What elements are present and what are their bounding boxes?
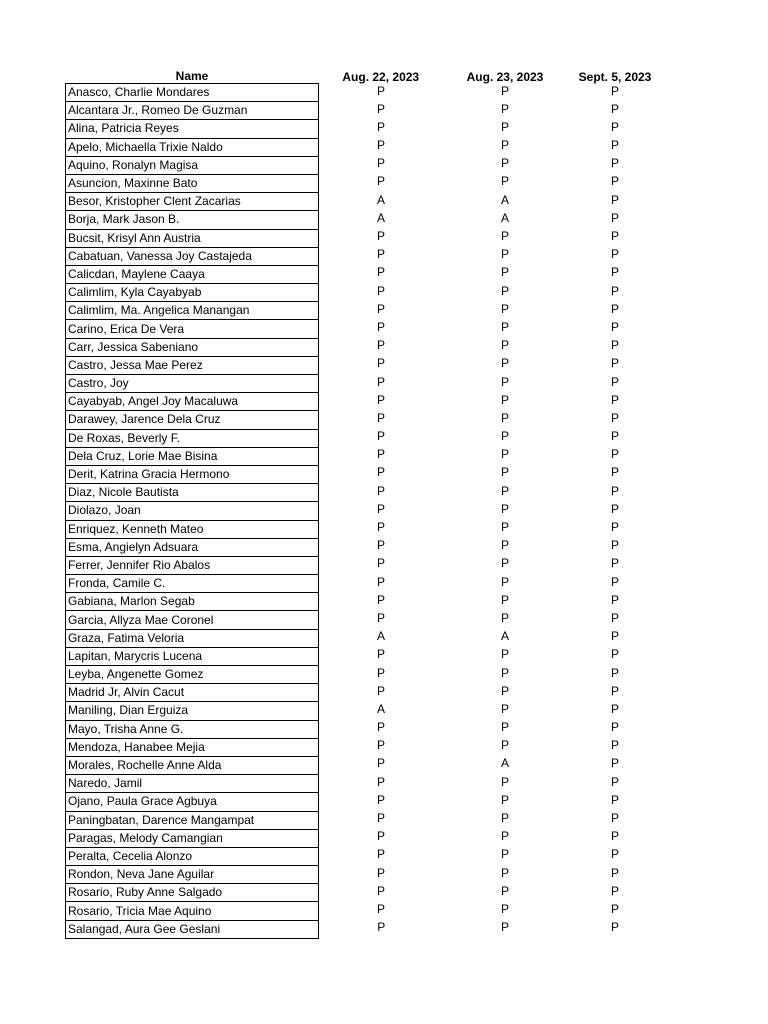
attendance-mark-cell: P (500, 556, 509, 571)
attendance-mark-cell: P (376, 538, 385, 553)
attendance-mark-cell: P (376, 592, 385, 607)
attendance-mark-cell: P (376, 447, 385, 462)
attendance-mark-cell: P (610, 720, 619, 735)
attendance-mark-cell: A (376, 192, 385, 207)
table-row (66, 847, 664, 865)
table-row (66, 411, 664, 429)
attendance-mark-cell: P (376, 374, 385, 389)
table-row (66, 302, 664, 320)
table-row (66, 193, 664, 211)
attendance-mark-cell: P (610, 883, 619, 898)
student-name-cell: Esma, Angielyn Adsuara (66, 538, 319, 556)
student-name-cell: Darawey, Jarence Dela Cruz (66, 411, 319, 429)
attendance-mark-cell: P (376, 720, 385, 735)
attendance-mark-cell: P (500, 465, 509, 480)
table-row (66, 647, 664, 665)
attendance-mark-cell: P (376, 283, 385, 298)
attendance-mark-cell: P (500, 811, 509, 825)
attendance-mark-cell: P (376, 156, 385, 171)
attendance-mark-cell: P (376, 119, 385, 134)
student-name-cell: Calimlim, Ma. Angelica Manangan (66, 302, 319, 320)
attendance-mark-cell: A (500, 210, 509, 225)
attendance-mark-cell: P (610, 119, 619, 134)
attendance-mark-cell: P (500, 610, 509, 625)
attendance-mark-cell: P (376, 865, 385, 880)
attendance-mark-cell: P (610, 756, 619, 771)
table-row (66, 666, 664, 684)
attendance-mark-cell: P (376, 556, 385, 571)
attendance-mark-cell: P (610, 356, 619, 371)
student-name-cell: Calimlim, Kyla Cayabyab (66, 284, 319, 302)
attendance-mark-cell: P (500, 665, 509, 680)
table-row (66, 265, 664, 283)
attendance-mark-cell: P (500, 592, 509, 607)
attendance-mark-cell: P (500, 301, 509, 316)
student-name-cell: Apelo, Michaella Trixie Naldo (66, 138, 319, 156)
student-name-cell: Alina, Patricia Reyes (66, 120, 319, 138)
attendance-mark-cell: P (376, 174, 385, 189)
student-name-cell: Diaz, Nicole Bautista (66, 484, 319, 502)
student-name-cell: Graza, Fatima Veloria (66, 629, 319, 647)
attendance-mark-cell: P (500, 483, 509, 498)
attendance-mark-cell: P (610, 192, 619, 207)
student-name-cell: Enriquez, Kenneth Mateo (66, 520, 319, 538)
attendance-mark-cell: P (376, 338, 385, 353)
student-name-cell: Alcantara Jr., Romeo De Guzman (66, 102, 319, 120)
attendance-mark-cell: A (376, 701, 385, 716)
student-name-cell: Castro, Jessa Mae Perez (66, 356, 319, 374)
attendance-mark-cell: P (610, 483, 619, 498)
attendance-mark-cell: P (610, 556, 619, 571)
table-row (66, 756, 664, 774)
table-row (66, 375, 664, 393)
attendance-body (66, 84, 664, 939)
attendance-mark-cell: P (500, 392, 509, 407)
table-row (66, 247, 664, 265)
attendance-table (65, 66, 664, 939)
table-row (66, 338, 664, 356)
attendance-mark-cell: P (610, 210, 619, 225)
student-name-cell: Salangad, Aura Gee Geslani (66, 920, 319, 938)
student-name-cell: Asuncion, Maxinne Bato (66, 174, 319, 192)
attendance-mark-cell: P (376, 501, 385, 516)
student-name-cell: Morales, Rochelle Anne Alda (66, 756, 319, 774)
attendance-mark-cell: P (500, 647, 509, 662)
attendance-mark-cell: P (376, 683, 385, 698)
attendance-mark-cell: P (610, 811, 619, 825)
student-name-cell: Derit, Katrina Gracia Hermono (66, 465, 319, 483)
table-row (66, 902, 664, 920)
attendance-mark-cell: P (610, 738, 619, 753)
table-row (66, 866, 664, 884)
attendance-mark-cell: P (500, 101, 509, 116)
attendance-mark-cell: P (500, 847, 509, 862)
attendance-mark-cell: P (376, 738, 385, 753)
attendance-mark-cell: P (376, 883, 385, 898)
attendance-mark-cell: P (376, 319, 385, 334)
student-name-cell: Paragas, Melody Camangian (66, 829, 319, 847)
attendance-mark-cell: P (500, 520, 509, 534)
table-row (66, 920, 664, 938)
attendance-mark-cell: P (610, 592, 619, 607)
table-row (66, 538, 664, 556)
table-row (66, 593, 664, 611)
student-name-cell: Anasco, Charlie Mondares (66, 84, 319, 102)
student-name-cell: Fronda, Camile C. (66, 575, 319, 593)
attendance-mark-cell: P (610, 610, 619, 625)
table-row (66, 502, 664, 520)
table-row (66, 102, 664, 120)
table-row (66, 211, 664, 229)
attendance-mark-cell: A (500, 629, 509, 644)
attendance-mark-cell: P (610, 301, 619, 316)
table-row (66, 447, 664, 465)
attendance-mark-cell: P (610, 247, 619, 262)
attendance-mark-cell: P (610, 901, 619, 916)
attendance-mark-cell: P (500, 683, 509, 698)
attendance-mark-cell: P (500, 138, 509, 153)
attendance-mark-cell: P (610, 829, 619, 844)
attendance-mark-cell: P (500, 356, 509, 371)
attendance-mark-cell: P (610, 374, 619, 389)
table-row (66, 138, 664, 156)
student-name-cell: Bucsit, Krisyl Ann Austria (66, 229, 319, 247)
table-row (66, 484, 664, 502)
attendance-mark-cell: P (500, 229, 509, 243)
attendance-mark-cell: P (376, 774, 385, 789)
attendance-mark-cell: P (610, 138, 619, 153)
attendance-mark-cell: A (500, 756, 509, 771)
table-row (66, 884, 664, 902)
attendance-mark-cell: P (610, 229, 619, 243)
student-name-cell: Rosario, Ruby Anne Salgado (66, 884, 319, 902)
attendance-mark-cell: P (500, 774, 509, 789)
attendance-mark-cell: P (500, 720, 509, 735)
attendance-mark-cell: P (500, 738, 509, 753)
attendance-mark-cell: P (500, 156, 509, 171)
student-name-cell: Gabiana, Marlon Segab (66, 593, 319, 611)
attendance-mark-cell: P (610, 392, 619, 407)
attendance-mark-cell: P (376, 265, 385, 280)
student-name-cell: Cabatuan, Vanessa Joy Castajeda (66, 247, 319, 265)
attendance-mark-cell: P (376, 229, 385, 243)
attendance-mark-cell: P (376, 247, 385, 262)
table-row (66, 229, 664, 247)
attendance-mark-cell: P (610, 465, 619, 480)
attendance-mark-cell: P (500, 410, 509, 425)
student-name-cell: Paningbatan, Darence Mangampat (66, 811, 319, 829)
student-name-cell: Aquino, Ronalyn Magisa (66, 156, 319, 174)
attendance-mark-cell: P (376, 465, 385, 480)
student-name-cell: Diolazo, Joan (66, 502, 319, 520)
attendance-mark-cell: P (500, 501, 509, 516)
student-name-cell: Garcia, Allyza Mae Coronel (66, 611, 319, 629)
attendance-mark-cell: P (500, 338, 509, 353)
attendance-mark-cell: P (500, 429, 509, 444)
attendance-mark-cell: P (610, 174, 619, 189)
name-column-header: Name (175, 69, 209, 83)
attendance-mark-cell: P (376, 756, 385, 771)
student-name-cell: Maniling, Dian Erguiza (66, 702, 319, 720)
table-row (66, 793, 664, 811)
attendance-mark-cell: P (500, 319, 509, 334)
attendance-mark-cell: P (500, 119, 509, 134)
attendance-mark-cell: P (500, 701, 509, 716)
header-row (66, 66, 664, 84)
attendance-mark-cell: P (610, 920, 619, 935)
table-row (66, 720, 664, 738)
table-row (66, 629, 664, 647)
attendance-mark-cell: P (500, 829, 509, 844)
attendance-mark-cell: P (376, 647, 385, 662)
attendance-mark-cell: P (610, 520, 619, 534)
attendance-mark-cell: A (376, 210, 385, 225)
table-row (66, 284, 664, 302)
attendance-mark-cell: P (610, 447, 619, 462)
attendance-mark-cell: P (376, 829, 385, 844)
attendance-mark-cell: P (610, 101, 619, 116)
student-name-cell: Besor, Kristopher Clent Zacarias (66, 193, 319, 211)
student-name-cell: Ferrer, Jennifer Rio Abalos (66, 556, 319, 574)
attendance-mark-cell: P (500, 447, 509, 462)
attendance-mark-cell: P (610, 665, 619, 680)
table-row (66, 84, 664, 102)
attendance-mark-cell: P (610, 83, 619, 98)
attendance-mark-cell: P (376, 811, 385, 825)
attendance-mark-cell: P (500, 174, 509, 189)
student-name-cell: Rondon, Neva Jane Aguilar (66, 866, 319, 884)
attendance-mark-cell: P (500, 901, 509, 916)
student-name-cell: Leyba, Angenette Gomez (66, 666, 319, 684)
student-name-cell: Lapitan, Marycris Lucena (66, 647, 319, 665)
attendance-mark-cell: P (610, 647, 619, 662)
attendance-mark-cell: P (500, 283, 509, 298)
table-row (66, 684, 664, 702)
attendance-mark-cell: P (500, 865, 509, 880)
date-column-header-1: Aug. 22, 2023 (342, 69, 420, 84)
student-name-cell: Rosario, Tricia Mae Aquino (66, 902, 319, 920)
attendance-mark-cell: P (377, 920, 386, 935)
attendance-mark-cell: P (610, 538, 619, 553)
attendance-mark-cell: P (610, 629, 619, 644)
attendance-mark-cell: P (500, 374, 509, 389)
attendance-mark-cell: P (610, 265, 619, 280)
attendance-mark-cell: P (500, 265, 509, 280)
student-name-cell: Mendoza, Hanabee Mejia (66, 738, 319, 756)
student-name-cell: Peralta, Cecelia Alonzo (66, 847, 319, 865)
table-row (66, 320, 664, 338)
attendance-mark-cell: P (610, 156, 619, 171)
student-name-cell: Madrid Jr, Alvin Cacut (66, 684, 319, 702)
table-row (66, 811, 664, 829)
attendance-mark-cell: P (376, 520, 385, 534)
attendance-mark-cell: P (376, 392, 385, 407)
student-name-cell: Cayabyab, Angel Joy Macaluwa (66, 393, 319, 411)
student-name-cell: Carr, Jessica Sabeniano (66, 338, 319, 356)
table-row (66, 356, 664, 374)
student-name-cell: Borja, Mark Jason B. (66, 211, 319, 229)
attendance-mark-cell: P (376, 356, 385, 371)
attendance-mark-cell: P (500, 883, 509, 898)
attendance-mark-cell: P (610, 410, 619, 425)
attendance-mark-cell: P (500, 574, 509, 589)
table-row (66, 611, 664, 629)
attendance-mark-cell: P (376, 101, 385, 116)
attendance-mark-cell: P (376, 792, 385, 807)
attendance-mark-cell: P (376, 574, 385, 589)
attendance-mark-cell: P (376, 483, 385, 498)
attendance-mark-cell: P (376, 610, 385, 625)
attendance-mark-cell: P (610, 683, 619, 698)
attendance-mark-cell: P (610, 338, 619, 353)
attendance-mark-cell: P (376, 901, 385, 916)
date-column-header-2: Aug. 23, 2023 (466, 69, 544, 84)
table-row (66, 520, 664, 538)
student-name-cell: Carino, Erica De Vera (66, 320, 319, 338)
attendance-mark-cell: P (500, 247, 509, 262)
attendance-mark-cell: P (610, 847, 619, 862)
attendance-mark-cell: P (610, 501, 619, 516)
attendance-mark-cell: P (500, 83, 509, 98)
attendance-mark-cell: P (500, 538, 509, 553)
date-column-header-3: Sept. 5, 2023 (578, 69, 652, 84)
student-name-cell: Mayo, Trisha Anne G. (66, 720, 319, 738)
attendance-mark-cell: P (376, 138, 385, 153)
attendance-mark-cell: P (610, 701, 619, 716)
attendance-mark-cell: P (610, 429, 619, 444)
attendance-mark-cell: P (610, 792, 619, 807)
attendance-mark-cell: A (376, 629, 385, 644)
attendance-mark-cell: P (376, 847, 385, 862)
table-row (66, 156, 664, 174)
attendance-mark-cell: P (610, 283, 619, 298)
student-name-cell: Naredo, Jamil (66, 775, 319, 793)
student-name-cell: Dela Cruz, Lorie Mae Bisina (66, 447, 319, 465)
attendance-mark-cell: P (376, 410, 385, 425)
attendance-mark-cell: P (500, 920, 509, 935)
attendance-mark-cell: P (500, 792, 509, 807)
table-row (66, 120, 664, 138)
table-row (66, 393, 664, 411)
table-row (66, 575, 664, 593)
table-row (66, 702, 664, 720)
attendance-mark-cell: P (376, 83, 385, 98)
student-name-cell: Castro, Joy (66, 375, 319, 393)
table-row (66, 556, 664, 574)
attendance-mark-cell: P (376, 301, 385, 316)
attendance-mark-cell: P (376, 665, 385, 680)
table-row (66, 429, 664, 447)
attendance-mark-cell: P (610, 865, 619, 880)
attendance-mark-cell: P (610, 319, 619, 334)
table-row (66, 174, 664, 192)
table-row (66, 738, 664, 756)
table-row (66, 775, 664, 793)
attendance-mark-cell: P (610, 774, 619, 789)
table-row (66, 465, 664, 483)
attendance-mark-cell: A (500, 192, 509, 207)
table-row (66, 829, 664, 847)
student-name-cell: De Roxas, Beverly F. (66, 429, 319, 447)
student-name-cell: Ojano, Paula Grace Agbuya (66, 793, 319, 811)
student-name-cell: Calicdan, Maylene Caaya (66, 265, 319, 283)
attendance-mark-cell: P (610, 574, 619, 589)
attendance-mark-cell: P (376, 429, 385, 444)
